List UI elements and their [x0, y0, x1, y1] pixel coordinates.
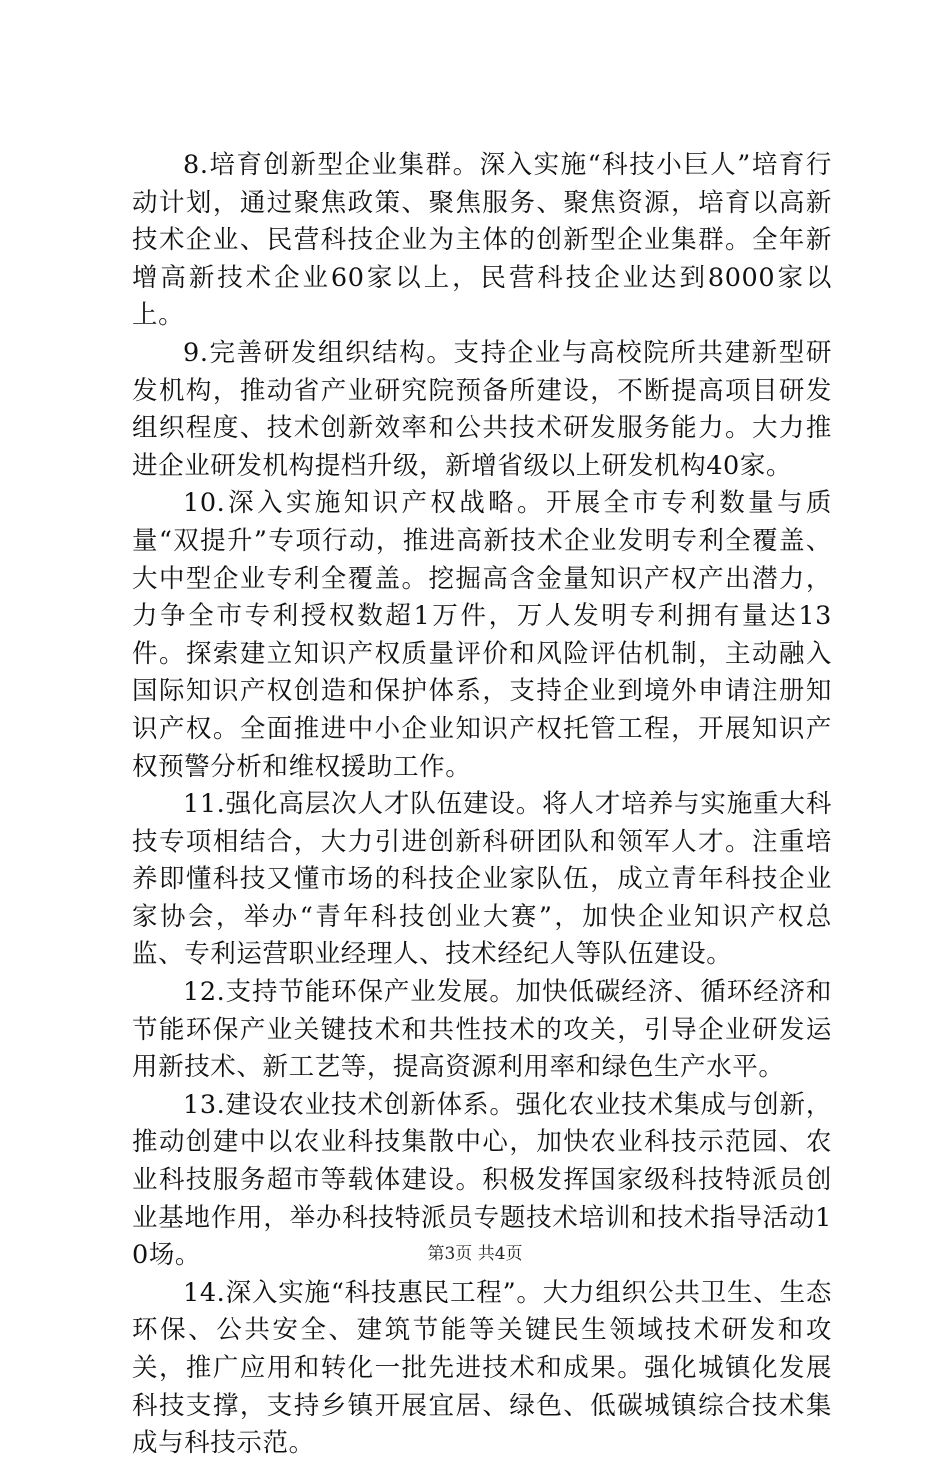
paragraph-13: 13.建设农业技术创新体系。强化农业技术集成与创新，推动创建中以农业科技集散中心，加快农业科技示范园、农业科技服务超市等载体建设。积极发挥国家级科技特派员创业基地作用，举办科技特派员专题技术培训和技术指导活动10场。 [132, 1089, 832, 1271]
paragraph-8: 8.培育创新型企业集群。深入实施“科技小巨人”培育行动计划，通过聚焦政策、聚焦服务、聚焦资源，培育以高新技术企业、民营科技企业为主体的创新型企业集群。全年新增高新技术企业60家以上，民营科技企业达到8000家以上。 [132, 150, 832, 331]
paragraph-10: 10.深入实施知识产权战略。开展全市专利数量与质量“双提升”专项行动，推进高新技术企业发明专利全覆盖、大中型企业专利全覆盖。挖掘高含金量知识产权产出潜力，力争全市专利授权数超1万件，万人发明专利拥有量达13件。探索建立知识产权质量评价和风险评估机制，主动融入国际知识产权创造和保护体系，支持企业到境外申请注册知识产权。全面推进中小企业知识产权托管工程，开展知识产权预警分析和维权援助工作。 [132, 488, 832, 782]
paragraph-9: 9.完善研发组织结构。支持企业与高校院所共建新型研发机构，推动省产业研究院预备所建设，不断提高项目研发组织程度、技术创新效率和公共技术研发服务能力。大力推进企业研发机构提档升级，新增省级以上研发机构40家。 [132, 337, 832, 481]
paragraph-14: 14.深入实施“科技惠民工程”。大力组织公共卫生、生态环保、公共安全、建筑节能等关键民生领域技术研发和攻关，推广应用和转化一批先进技术和成果。强化城镇化发展科技支撑，支持乡镇开展宜居、绿色、低碳城镇综合技术集成与科技示范。 [132, 1277, 832, 1459]
paragraph-11: 11.强化高层次人才队伍建设。将人才培养与实施重大科技专项相结合，大力引进创新科研团队和领军人才。注重培养即懂科技又懂市场的科技企业家队伍，成立青年科技企业家协会，举办“青年科技创业大赛”，加快企业知识产权总监、专利运营职业经理人、技术经纪人等队伍建设。 [132, 789, 832, 970]
document-body [132, 147, 832, 1463]
page-footer: 第3页 共4页 [427, 1244, 523, 1264]
paragraph-12: 12.支持节能环保产业发展。加快低碳经济、循环经济和节能环保产业关键技术和共性技术的攻关，引导企业研发运用新技术、新工艺等，提高资源利用率和绿色生产水平。 [132, 977, 832, 1083]
